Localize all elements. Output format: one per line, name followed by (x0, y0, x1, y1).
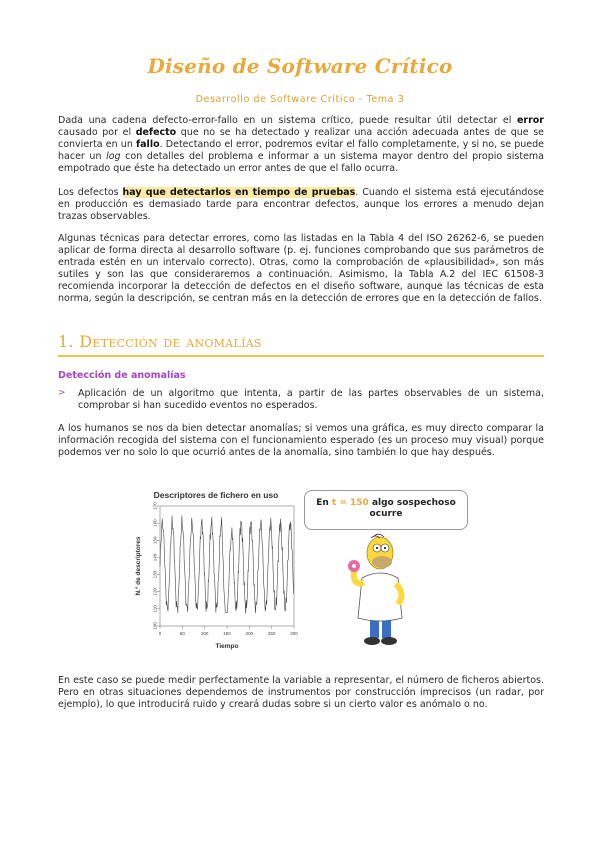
x-tick-label: 200 (245, 631, 254, 636)
speech-text: En t = 150 algo sospechoso ocurre (316, 498, 456, 519)
x-tick-label: 250 (267, 631, 276, 636)
chart-svg (128, 488, 304, 653)
x-tick-label: 300 (290, 631, 298, 636)
y-tick-label: 150 (152, 536, 158, 545)
y-tick-label: 110 (152, 605, 158, 613)
bullet-marker: > (58, 388, 66, 398)
series-line (160, 515, 294, 613)
term-defecto: defecto (135, 126, 177, 138)
intro-paragraph-2: Los defectos hay que detectarlos en tiempo de pruebas. Cuando el sistema está ejecutándose en producción es demasiado tarde para encontrar defectos, aunque los errores a menudo dejan trazas observables. (58, 187, 544, 222)
body-paragraph-humans: A los humanos se nos da bien detectar anomalías; si vemos una gráfica, es muy directo comparar la información recogida del sistema con el funcionamiento esperado (es un proceso muy visual) porque podemos ver no solo lo que ocurrió antes de la anomalía, sino también lo que hay después. (58, 423, 544, 458)
x-tick-label: 0 (158, 631, 162, 636)
section-rule (58, 355, 544, 357)
y-tick-label: 160 (152, 519, 158, 527)
plot-frame (160, 506, 294, 626)
term-fallo: fallo (136, 138, 160, 150)
x-axis-label: Tiempo (215, 643, 239, 650)
intro-paragraph-1: Dada una cadena defecto-error-fallo en un sistema crítico, puede resultar útil detectar el error causado por el defecto que no se ha detectado y realizar una acción adecuada antes de que se convierta en un fallo. Detectando el error, podremos evitar el fallo completamente, y si no, se puede hacer un log con detalles del problema e informar a un sistema mayor dentro del propio sistema empotrado que éste ha detectado un error antes de que el fallo ocurra. (58, 115, 544, 174)
file-descriptors-chart (128, 488, 304, 653)
intro-paragraph-3: Algunas técnicas para detectar errores, como las listadas en la Tabla 4 del ISO 26262-6, se pueden aplicar de forma directa al desarrollo software (p. ej. funciones comprobando que sus parámetros de entrada estén en un intervalo correcto). Otras, como la comprobación de «plausibilidad», son más sutiles y son las que consideraremos a continuación. Asimismo, la Tabla A.2 del IEC 61508-3 recomienda incorporar la detección de defectos en el diseño software, aunque las técnicas de esta norma, según la descripción, se centran más en la detección de errores que en la detección de fallos. (58, 233, 544, 304)
y-tick-label: 170 (152, 502, 158, 510)
speech-bubble (304, 490, 468, 530)
highlight-pruebas: hay que detectarlos en tiempo de pruebas (122, 187, 356, 198)
x-tick-label: 50 (179, 631, 185, 636)
page-subtitle: Desarrollo de Software Crítico - Tema 3 (195, 94, 405, 105)
chart-title: Descriptores de fichero en uso (153, 490, 279, 500)
x-tick-label: 100 (200, 631, 209, 636)
subsection-heading: Detección de anomalías (58, 370, 186, 381)
y-tick-label: 130 (152, 570, 158, 579)
y-axis-label: N.º de descriptores (135, 536, 142, 596)
homer-illustration (340, 528, 420, 648)
term-error: error (516, 115, 544, 126)
y-tick-label: 120 (152, 587, 158, 596)
section-title: 1. Detección de anomalías (58, 332, 262, 351)
bullet-text: Aplicación de un algoritmo que intenta, a partir de las partes observables de un sistema, comprobar si han sucedido eventos no esperados. (78, 388, 544, 411)
y-tick-label: 100 (152, 622, 158, 630)
section-header (58, 332, 544, 357)
body-paragraph-radar: En este caso se puede medir perfectamente la variable a representar, el número de ficheros abiertos. Pero en otras situaciones dependemos de instrumentos por construcción imprecisos (un radar, por ejemplo), lo que introducirá ruido y creará dudas sobre si un cierto valor es anómalo o no. (58, 675, 544, 710)
page-title: Diseño de Software Crítico (147, 54, 453, 78)
x-tick-label: 150 (223, 631, 231, 636)
term-log: log (106, 150, 121, 162)
y-tick-label: 140 (152, 553, 158, 562)
